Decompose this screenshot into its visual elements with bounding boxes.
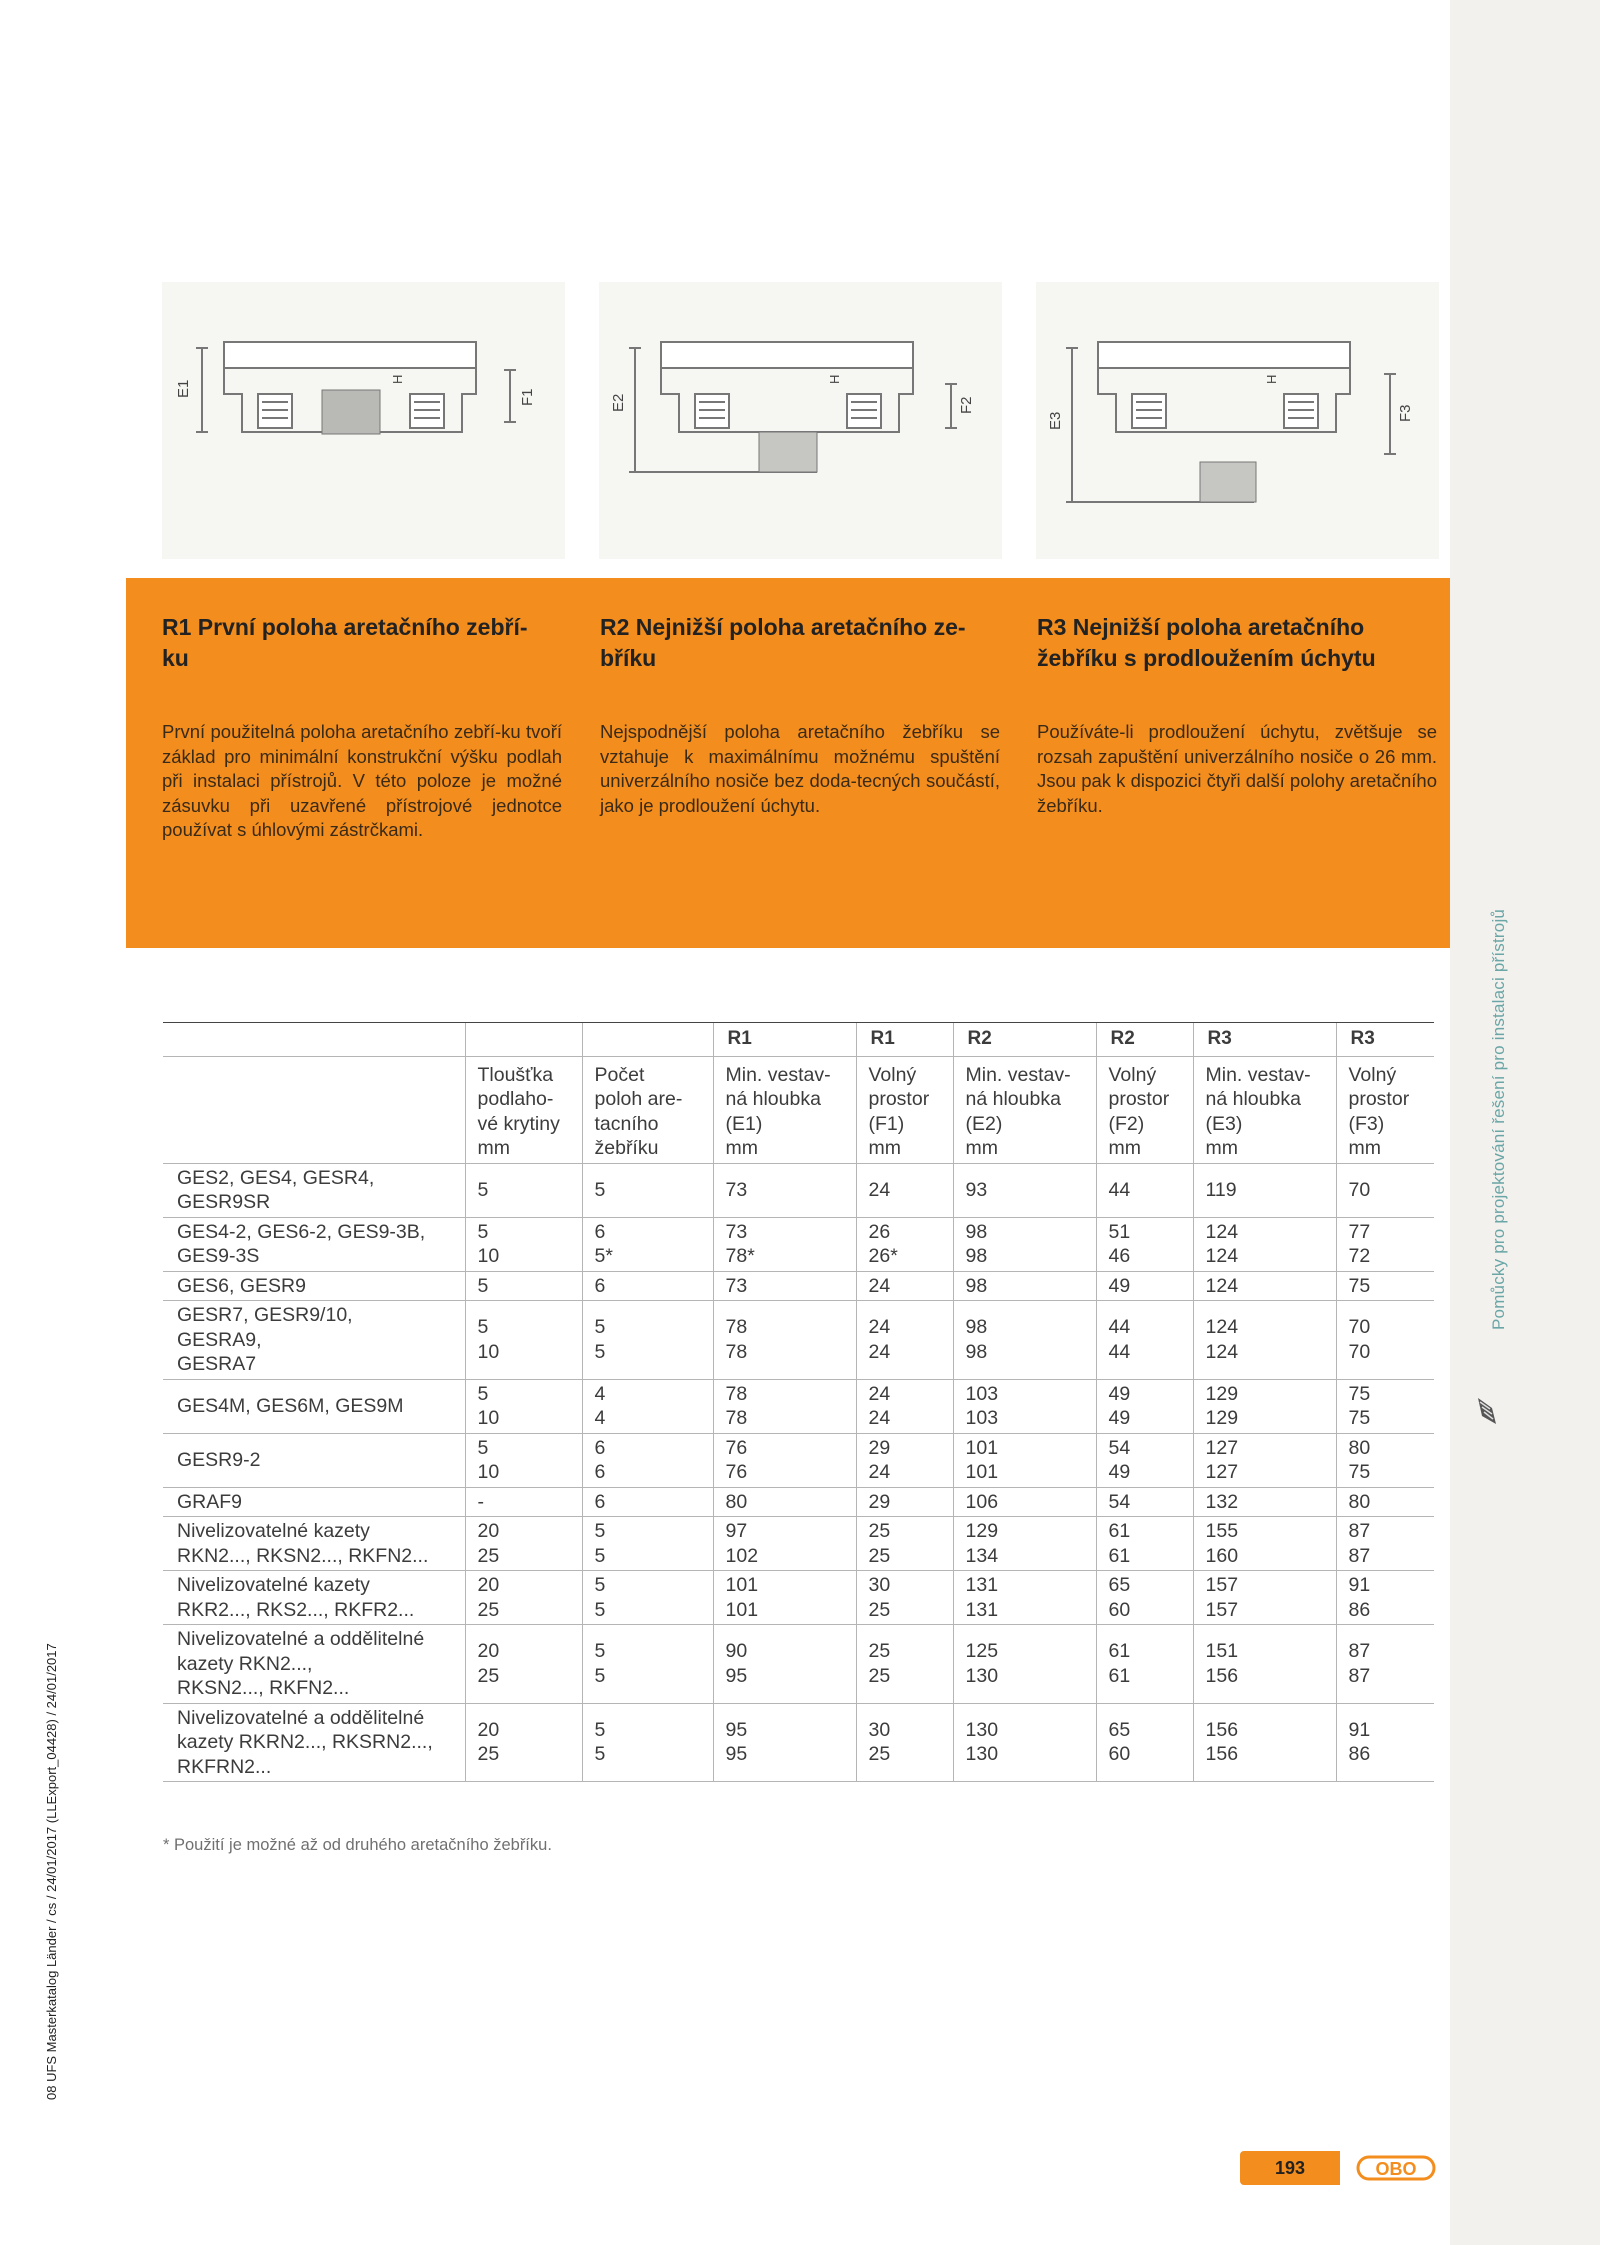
table-cell	[582, 1023, 713, 1057]
table-group-header-row	[163, 1023, 1434, 1057]
diagram-label-h: H	[827, 374, 842, 384]
table-cell: 87 87	[1336, 1517, 1434, 1571]
table-cell: 70 70	[1336, 1301, 1434, 1380]
diagram-label-f2: F2	[958, 396, 975, 414]
table-cell: 5 5	[582, 1571, 713, 1625]
table-row	[163, 1517, 1434, 1571]
table-cell: Volný prostor (F3) mm	[1336, 1056, 1434, 1163]
table-cell: 20 25	[465, 1625, 582, 1704]
table-cell: 98 98	[953, 1301, 1096, 1380]
table-row	[163, 1703, 1434, 1782]
table-cell: 129 129	[1193, 1379, 1336, 1433]
table-cell: 5 5	[582, 1625, 713, 1704]
table-cell: R3	[1336, 1023, 1434, 1057]
sidebar-title: Pomůcky pro projektování řešení pro instalaci přístrojů	[1489, 908, 1508, 1330]
diagram-label-h: H	[1264, 374, 1279, 384]
table-cell: 61 61	[1096, 1625, 1193, 1704]
r1-heading: R1 První poloha aretačního zebří- ku	[162, 614, 528, 671]
table-footnote: * Použití je možné až od druhého aretačního žebříku.	[163, 1836, 552, 1854]
table-cell: R2	[953, 1023, 1096, 1057]
table-cell: 20 25	[465, 1571, 582, 1625]
diagram-label-f1: F1	[519, 388, 536, 406]
table-row	[163, 1217, 1434, 1271]
table-cell: 26 26*	[856, 1217, 953, 1271]
table-row	[163, 1379, 1434, 1433]
table-cell: R1	[856, 1023, 953, 1057]
table-cell: 30 25	[856, 1703, 953, 1782]
table-cell: Min. vestav- ná hloubka (E3) mm	[1193, 1056, 1336, 1163]
table-cell: 103 103	[953, 1379, 1096, 1433]
table-cell: 124 124	[1193, 1217, 1336, 1271]
row-label: GRAF9	[163, 1487, 465, 1517]
diagram-label-e1: E1	[175, 379, 192, 398]
catalog-meta: 08 UFS Masterkatalog Länder / cs / 24/01/2017 (LLExport_04428) / 24/01/2017	[44, 1643, 59, 2100]
table-cell: Volný prostor (F1) mm	[856, 1056, 953, 1163]
table-cell	[465, 1023, 582, 1057]
table-cell: 49 49	[1096, 1379, 1193, 1433]
table-cell: 25 25	[856, 1625, 953, 1704]
row-label: Nivelizovatelné kazety RKR2..., RKS2..., RKFR2...	[163, 1571, 465, 1625]
table-cell: 101 101	[953, 1433, 1096, 1487]
table-cell: 44 44	[1096, 1301, 1193, 1380]
table-cell: 78 78	[713, 1379, 856, 1433]
table-row	[163, 1301, 1434, 1380]
table-cell: 78 78	[713, 1301, 856, 1380]
r3-description: Používáte-li prodloužení úchytu, zvětšuje se rozsah zapuštění univerzálního nosiče o 26 mm. Jsou pak k dispozici čtyři další polohy aretačního žebříku.	[1037, 721, 1438, 816]
table-cell: 5	[465, 1271, 582, 1301]
table-cell: 75	[1336, 1271, 1434, 1301]
row-label	[163, 1056, 465, 1163]
table-cell: 49	[1096, 1271, 1193, 1301]
table-cell: 6 6	[582, 1433, 713, 1487]
table-cell: 24 24	[856, 1301, 953, 1380]
table-cell: 5 5	[582, 1517, 713, 1571]
diagram-label-h: H	[390, 374, 405, 384]
r3-heading: R3 Nejnižší poloha aretačního žebříku s prodloužením úchytu	[1037, 614, 1376, 671]
table-cell: 70	[1336, 1163, 1434, 1217]
table-cell: 151 156	[1193, 1625, 1336, 1704]
diagram-label-e3: E3	[1047, 411, 1064, 430]
table-cell: 97 102	[713, 1517, 856, 1571]
page-number: 193	[1274, 2158, 1306, 2178]
row-label: Nivelizovatelné a oddělitelné kazety RKN2..., RKSN2..., RKFN2...	[163, 1625, 465, 1704]
table-cell: 20 25	[465, 1517, 582, 1571]
table-cell: 73	[713, 1163, 856, 1217]
table-cell: 106	[953, 1487, 1096, 1517]
diagram-r2	[599, 282, 1002, 559]
table-cell: 5 10	[465, 1379, 582, 1433]
table-cell: 131 131	[953, 1571, 1096, 1625]
table-row	[163, 1163, 1434, 1217]
svg-text:OBO: OBO	[1375, 2159, 1417, 2179]
row-label: Nivelizovatelné kazety RKN2..., RKSN2..., RKFN2...	[163, 1517, 465, 1571]
table-cell: 75 75	[1336, 1379, 1434, 1433]
table-cell: 156 156	[1193, 1703, 1336, 1782]
table-cell: 157 157	[1193, 1571, 1336, 1625]
table-cell: 129 134	[953, 1517, 1096, 1571]
table-row	[163, 1433, 1434, 1487]
r2-description: Nejspodnější poloha aretačního žebříku se vztahuje k maximálnímu možnému spuštění univerzálního nosiče bez doda-tecných součástí, jako je prodloužení úchytu.	[600, 721, 1000, 816]
table-cell: 80	[713, 1487, 856, 1517]
table-cell: 44	[1096, 1163, 1193, 1217]
diagram-label-e2: E2	[610, 393, 627, 412]
table-cell: 95 95	[713, 1703, 856, 1782]
row-label	[163, 1023, 465, 1057]
table-cell: 6	[582, 1271, 713, 1301]
table-cell: 90 95	[713, 1625, 856, 1704]
table-cell: 30 25	[856, 1571, 953, 1625]
r2-heading: R2 Nejnižší poloha aretačního ze- bříku	[600, 614, 966, 671]
table-cell: 125 130	[953, 1625, 1096, 1704]
table-cell: R2	[1096, 1023, 1193, 1057]
table-row	[163, 1487, 1434, 1517]
row-label: Nivelizovatelné a oddělitelné kazety RKRN2..., RKSRN2..., RKFRN2...	[163, 1703, 465, 1782]
table-cell: 5 5	[582, 1703, 713, 1782]
table-cell: 73	[713, 1271, 856, 1301]
installation-depth-table	[163, 1022, 1434, 1782]
table-cell: 25 25	[856, 1517, 953, 1571]
diagram-label-f3: F3	[1397, 404, 1414, 422]
table-cell: 91 86	[1336, 1571, 1434, 1625]
table-cell: 119	[1193, 1163, 1336, 1217]
table-cell: 91 86	[1336, 1703, 1434, 1782]
table-cell: 80	[1336, 1487, 1434, 1517]
row-label: GES6, GESR9	[163, 1271, 465, 1301]
table-cell: 24	[856, 1271, 953, 1301]
table-cell: 77 72	[1336, 1217, 1434, 1271]
table-row	[163, 1571, 1434, 1625]
table-cell: 6 5*	[582, 1217, 713, 1271]
table-header-row	[163, 1056, 1434, 1163]
obo-logo	[1356, 2151, 1436, 2185]
table-cell: 24 24	[856, 1379, 953, 1433]
row-label: GES2, GES4, GESR4, GESR9SR	[163, 1163, 465, 1217]
table-cell: 29 24	[856, 1433, 953, 1487]
table-cell: 5 10	[465, 1217, 582, 1271]
table-cell: 93	[953, 1163, 1096, 1217]
table-cell: -	[465, 1487, 582, 1517]
table-cell: R3	[1193, 1023, 1336, 1057]
table-cell: Min. vestav- ná hloubka (E1) mm	[713, 1056, 856, 1163]
diagram-r3	[1036, 282, 1439, 559]
row-label: GESR7, GESR9/10, GESRA9, GESRA7	[163, 1301, 465, 1380]
table-cell: 61 61	[1096, 1517, 1193, 1571]
socket-icon	[1474, 1394, 1500, 1430]
table-cell: 5 10	[465, 1433, 582, 1487]
table-cell: 127 127	[1193, 1433, 1336, 1487]
row-label: GES4M, GES6M, GES9M	[163, 1379, 465, 1433]
table-cell: 65 60	[1096, 1703, 1193, 1782]
table-cell: Volný prostor (F2) mm	[1096, 1056, 1193, 1163]
table-cell: 98	[953, 1271, 1096, 1301]
table-cell: 4 4	[582, 1379, 713, 1433]
side-strip	[1450, 0, 1600, 2245]
table-cell: 20 25	[465, 1703, 582, 1782]
table-cell: 5	[582, 1163, 713, 1217]
table-cell: Min. vestav- ná hloubka (E2) mm	[953, 1056, 1096, 1163]
table-cell: Počet poloh are- tacního žebříku	[582, 1056, 713, 1163]
table-cell: 155 160	[1193, 1517, 1336, 1571]
table-cell: 73 78*	[713, 1217, 856, 1271]
table-cell: 87 87	[1336, 1625, 1434, 1704]
table-cell: 5 10	[465, 1301, 582, 1380]
table-cell: 98 98	[953, 1217, 1096, 1271]
table-cell: 80 75	[1336, 1433, 1434, 1487]
table-row	[163, 1271, 1434, 1301]
table-cell: 5 5	[582, 1301, 713, 1380]
table-cell: 54 49	[1096, 1433, 1193, 1487]
row-label: GESR9-2	[163, 1433, 465, 1487]
table-cell: 101 101	[713, 1571, 856, 1625]
table-cell: 5	[465, 1163, 582, 1217]
table-cell: 6	[582, 1487, 713, 1517]
table-cell: Tloušťka podlaho- vé krytiny mm	[465, 1056, 582, 1163]
table-cell: 54	[1096, 1487, 1193, 1517]
table-cell: 24	[856, 1163, 953, 1217]
table-cell: 29	[856, 1487, 953, 1517]
diagram-r1	[162, 282, 565, 559]
table-cell: 76 76	[713, 1433, 856, 1487]
table-cell: 65 60	[1096, 1571, 1193, 1625]
table-row	[163, 1625, 1434, 1704]
table-cell: 124 124	[1193, 1301, 1336, 1380]
table-cell: 132	[1193, 1487, 1336, 1517]
table-cell: R1	[713, 1023, 856, 1057]
r1-description: První použitelná poloha aretačního zebří-ku tvoří základ pro minimální konstrukční výšku podlah při instalaci přístrojů. V této poloze je možné zásuvku při uzavřené přístrojové jednotce používat s úhlovými zástrčkami.	[162, 721, 562, 840]
row-label: GES4-2, GES6-2, GES9-3B, GES9-3S	[163, 1217, 465, 1271]
table-cell: 51 46	[1096, 1217, 1193, 1271]
table-cell: 124	[1193, 1271, 1336, 1301]
table-cell: 130 130	[953, 1703, 1096, 1782]
